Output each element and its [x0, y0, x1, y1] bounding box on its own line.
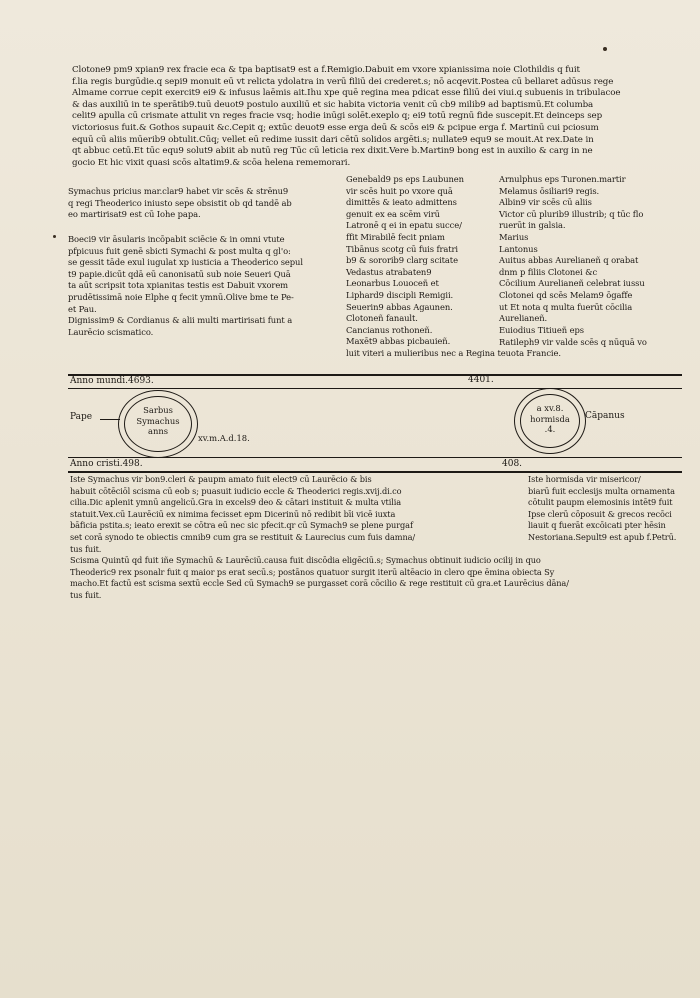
text-line: ta aūt scripsit tota xpianitas testis est Dabuit vxorem — [68, 280, 289, 291]
margin-mark — [53, 235, 56, 238]
roundel-text: a xv.8. — [536, 403, 564, 413]
text-line: Scisma Quintū qd fuit iñe Symachū & Laurēciū.causa fuit discōdia eligēciū.s; Symachus obtinuit iudicio ocilij in quo — [70, 555, 541, 565]
text-line: Clotone9 pm9 xpian9 rex fracie eca & tpa baptisat9 est a f.Remigio.Dabuit em vxore xpianissima noie Clothildis q fuit — [72, 65, 580, 75]
text-line: & das auxiliū in te sperātib9.tuū deuot9 postulo auxiliū et sic habita victoria venit cū cb9 milib9 ad baptismū.Et columba — [72, 99, 594, 110]
text-line: tus fuit. — [70, 589, 102, 600]
text-line: Almame corrue cepit exercit9 ei9 & infusus laēmis ait.Ihu xpe quē regina mea pdicat esse filiū dei viui.q subuenis in tribulacoe — [72, 88, 621, 99]
anno-christi-label: Anno cristi.498. — [70, 459, 143, 469]
text-line: dnm p filiis Clotonei &c — [499, 266, 598, 277]
text-line: statuit.Vex.cū Laurēciū ex nimima fecisset epm Dicerinū nō redibit bīi vicē iuxta — [70, 508, 396, 519]
roundel-text: Symachus — [136, 415, 180, 426]
text-line: Albin9 vir scēs cū aliis — [499, 197, 592, 208]
text-line: equū cū aliis mūerib9 obtulit.Cūq; vellet eū redime iussit dari cētū solidos argēti.s; nullate9 equ9 se mouit.At rex.Date in — [72, 134, 594, 145]
text-line: Melamus ōsiliari9 regis. — [499, 185, 600, 196]
text-line: Iste hormisda vir misericor/ — [528, 474, 641, 484]
hormisda-biography — [528, 474, 676, 544]
text-line: Euiodius Titiueñ eps — [499, 324, 584, 335]
text-line: vir scēs huit po vxore quā — [346, 185, 453, 196]
year-christi-right: 408. — [502, 459, 523, 469]
text-line: macho.Et factū est scisma sextū eccle Sed cū Symach9 se purgasset corā cōcilio & rege restituit cū gra.et Laurēcius dāna/ — [70, 578, 569, 589]
text-line: Ratileph9 vir valde scēs q nūquā vo — [499, 337, 647, 347]
text-line: Cancianus rothoneñ. — [346, 324, 433, 335]
text-line: et Pau. — [68, 303, 97, 314]
text-line: cilia.Dic aplenit ymnū angelicū.Gra in excels9 deo & cātari instituit & multa vtilia — [70, 497, 402, 508]
text-line: ut Et nota q multa fuerūt cōcilia — [499, 301, 633, 312]
ink-spot — [603, 47, 607, 51]
text-line: biarū fuit ecclesijs multa ornamenta — [528, 485, 675, 496]
text-line: Nestoriana.Sepult9 est apub f.Petrū. — [528, 531, 677, 542]
schism-paragraph — [70, 555, 569, 601]
pope-hormisda-roundel — [514, 388, 586, 454]
text-line: Dignissim9 & Cordianus & alii multi martirisati funt a — [68, 315, 293, 326]
text-line: luit viteri a mulieribus nec a Regina teuota Francie. — [346, 347, 561, 358]
text-line: Cōcilium Aurelianeñ celebrat iussu — [499, 278, 645, 289]
text-line: Clotoneñ fanault. — [346, 313, 418, 324]
text-line: Laurēcio scismatico. — [68, 326, 154, 337]
pope-symachus-roundel — [118, 390, 198, 458]
text-line: Genebald9 ps eps Laubunen — [346, 174, 464, 184]
text-line: q regi Theoderico iniusto sepe obsistit ob qd tandē ab — [68, 197, 292, 208]
band-rule-lower — [68, 457, 682, 458]
text-line: bāficia pstita.s; ieato erexit se cōtra eū nec sic pfecit.qr cū Symach9 se plene purgaf — [70, 520, 413, 531]
roundel-text: Sarbus — [143, 405, 173, 415]
text-line: Leonarbus Louoceñ et — [346, 278, 439, 289]
text-line: b9 & sororib9 clarg scitate — [346, 255, 458, 266]
right-column-saints — [499, 174, 645, 336]
text-line: Symachus pricius mar.clar9 habet vir scēs & strēnu9 — [68, 186, 289, 196]
text-line: ruerūt in galsia. — [499, 220, 566, 231]
right-column-tail — [499, 337, 647, 349]
left-column-symachus — [68, 186, 292, 221]
year-mundi-right: 4401. — [468, 375, 494, 385]
text-line: gocio Et hic vixit quasi scōs altatim9.& scōa helena rememorari. — [72, 157, 351, 168]
text-line: Iste Symachus vir bon9.cleri & paupm amato fuit elect9 cū Laurēcio & bis — [70, 474, 372, 484]
reign-years: xv.m.A.d.18. — [198, 433, 250, 443]
text-line: Lantonus — [499, 243, 538, 254]
text-line: Arnulphus eps Turonen.martir — [499, 174, 626, 184]
text-line: f.lia regis burgūdie.q sepi9 monuit eū vt relicta ydolatra in verū filiū dei crederet.s; nō acqevit.Postea cū bellaret adūsus rege — [72, 76, 614, 87]
text-line: Vedastus atrabaten9 — [346, 266, 432, 277]
succession-line-left — [100, 419, 120, 420]
roundel-text: hormisda — [530, 413, 570, 424]
text-line: Boeci9 vir āsularis incōpabit sciēcie & in omni vtute — [68, 234, 285, 244]
text-line: ffit Mirabilē fecit pniam — [346, 231, 445, 242]
text-line: Ipse clerū cōposuit & grecos recōci — [528, 508, 672, 519]
text-line: Clotonei qd scēs Melam9 ōgaffe — [499, 289, 633, 300]
campanus-label: Cāpanus — [585, 411, 625, 421]
band-rule-bottom — [68, 471, 682, 473]
text-line: tus fuit. — [70, 543, 102, 554]
text-line: se gessit tāde exul iugulat xp iusticia a Theoderico sepul — [68, 257, 303, 268]
text-line: Maxēt9 abbas picbauieñ. — [346, 336, 451, 347]
text-line: Tibānus scotg cū fuis fratri — [346, 243, 459, 254]
text-line: victoriosus fuit.& Gothos supauit &c.Cepit q; extūc deuot9 esse erga deū & scōs ei9 & pcipue erga f. Martinū cui pciosum — [72, 122, 599, 133]
text-line: dimittēs & ieato admittens — [346, 197, 457, 208]
text-line: Liphard9 discipli Remigii. — [346, 289, 454, 300]
text-line: pfpicuus fuit genē sbicti Symachi & post multa q gl'o: — [68, 245, 291, 256]
text-line: Theoderic9 rex psonalr fuit q maior ps erat secū.s; postānos quatuor surgit iterū altēacio in clero qpe ēmina obiecta Sy — [70, 566, 555, 577]
text-line: t9 papie.dicūt qdā eū canonisatū sub noie Seueri Quā — [68, 268, 291, 279]
band-rule-upper — [68, 388, 682, 389]
text-line: liauit q fuerāt excōicati pter hēsin — [528, 520, 666, 531]
text-line: eo martirisat9 est cū Iohe papa. — [68, 209, 201, 220]
band-rule-top — [68, 374, 682, 376]
symachus-biography — [70, 474, 415, 555]
text-line: prudētissimā noie Elphe q fecit ymnū.Olive bme te Pe- — [68, 291, 294, 302]
text-line: Seuerin9 abbas Agaunen. — [346, 301, 453, 312]
text-line: qt abbuc cetū.Et tūc equ9 solut9 abiit ab nutū reg Tūc cū leticia rex dixit.Vere b.Martin9 bong est in auxilio & carg in ne — [72, 146, 593, 157]
text-line: celit9 apulla cū crismate attulit vn reges fracie vsq; hodie inūgi solēt.exeplo q; ei9 totū regnū fide suscepit.Et deinceps sep — [72, 111, 603, 122]
anno-mundi-label: Anno mundi.4693. — [70, 376, 154, 386]
text-line: Aurelianeñ. — [499, 313, 548, 324]
text-line: Victor cū plurib9 illustrib; q tūc flo — [499, 208, 644, 219]
text-line: genuit ex ea scēm virū — [346, 208, 440, 219]
text-line: cōtulit paupm elemosinis intēt9 fuit — [528, 497, 673, 508]
left-column-boecius — [68, 234, 303, 338]
text-line: habuit cōtēciōl scisma cū eob s; puasuit iudicio eccle & Theoderici regis.xvij.di.co — [70, 485, 402, 496]
top-paragraph — [72, 65, 620, 169]
text-line: Auitus abbas Aurelianeñ q orabat — [499, 255, 639, 266]
text-line: Marius — [499, 231, 529, 242]
text-line: set corā synodo te obiectis cmnib9 cum gra se restituit & Laurecius cum fuis damna/ — [70, 531, 416, 542]
text-line: Latronē q ei in epatu succe/ — [346, 220, 462, 231]
roundel-text: anns — [147, 426, 169, 436]
roundel-text: .4. — [544, 424, 556, 434]
pape-label: Pape — [70, 412, 93, 422]
